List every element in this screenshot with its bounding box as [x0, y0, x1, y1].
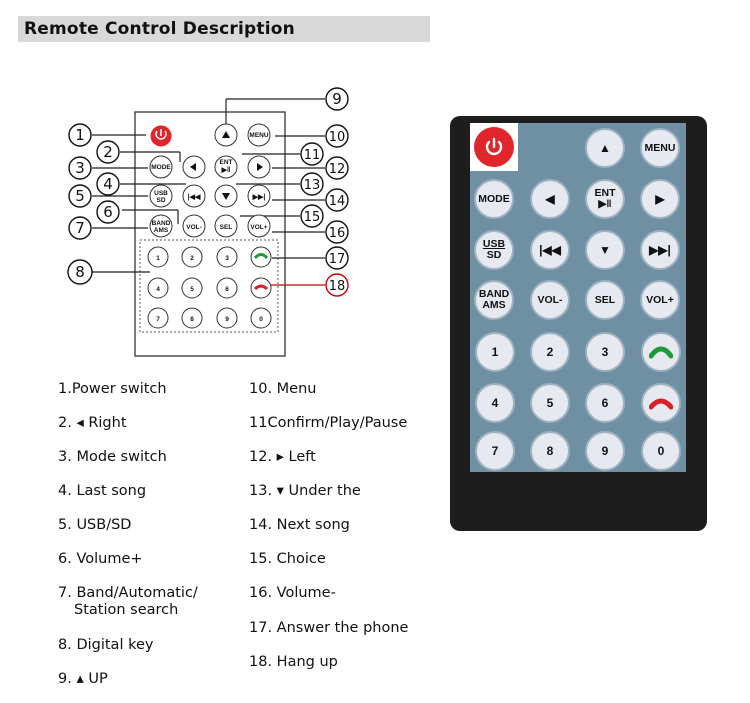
right-arrow-icon: ▶ — [655, 191, 665, 206]
callout-2: 2 — [103, 143, 113, 161]
legend-item-7: 7. Band/Automatic/ — [58, 585, 198, 601]
play-pause-icon: ▶‖ — [598, 198, 612, 210]
digit-8-button[interactable]: 8 — [530, 431, 570, 471]
legend-item-18: 18. Hang up — [249, 654, 338, 670]
prev-track-icon: |◀◀ — [539, 242, 561, 257]
usb-sd-button[interactable]: USB SD — [474, 230, 514, 270]
power-button[interactable] — [474, 127, 514, 167]
legend-item-7-cont: Station search — [74, 602, 179, 618]
digit-1-button[interactable]: 1 — [475, 332, 515, 372]
svg-text:5: 5 — [190, 286, 194, 293]
digit-7-button[interactable]: 7 — [475, 431, 515, 471]
svg-text:MODE: MODE — [151, 164, 171, 171]
svg-text:1: 1 — [156, 255, 160, 262]
callout-12: 12 — [328, 162, 346, 177]
callout-10: 10 — [328, 130, 346, 145]
svg-text:6: 6 — [225, 286, 229, 293]
svg-text:3: 3 — [225, 255, 229, 262]
callout-3: 3 — [75, 159, 85, 177]
legend-item-2: 2. ◂ Right — [58, 415, 127, 431]
digit-5-button[interactable]: 5 — [530, 383, 570, 423]
svg-text:MENU: MENU — [249, 132, 269, 139]
callout-18: 18 — [328, 279, 346, 294]
svg-text:SD: SD — [156, 197, 166, 204]
svg-text:VOL-: VOL- — [186, 224, 202, 231]
digit-9-button[interactable]: 9 — [585, 431, 625, 471]
callout-4: 4 — [103, 175, 113, 193]
answer-call-button[interactable] — [641, 332, 681, 372]
page-title: Remote Control Description — [24, 19, 295, 39]
legend-item-11: 11Confirm/Play/Pause — [249, 415, 408, 431]
callout-7: 7 — [75, 219, 85, 237]
callout-14: 14 — [328, 194, 346, 209]
callout-6: 6 — [103, 203, 113, 221]
power-icon — [483, 136, 505, 158]
legend-item-5: 5. USB/SD — [58, 517, 132, 533]
legend-item-8: 8. Digital key — [58, 637, 154, 653]
svg-text:2: 2 — [190, 255, 194, 262]
legend-item-17: 17. Answer the phone — [249, 620, 409, 636]
callout-8: 8 — [75, 263, 85, 281]
svg-text:8: 8 — [190, 316, 194, 323]
vol-plus-button[interactable]: VOL+ — [640, 280, 680, 320]
svg-text:7: 7 — [156, 316, 160, 323]
down-arrow-icon: ▼ — [599, 242, 611, 257]
svg-text:9: 9 — [225, 316, 229, 323]
legend-item-6: 6. Volume+ — [58, 551, 143, 567]
phone-hangup-icon — [649, 395, 673, 411]
callout-9: 9 — [332, 90, 342, 108]
next-track-icon: ▶▶| — [649, 242, 671, 257]
digit-4-button[interactable]: 4 — [475, 383, 515, 423]
legend-item-1: 1.Power switch — [58, 381, 167, 397]
callout-16: 16 — [328, 226, 346, 241]
digit-6-button[interactable]: 6 — [585, 383, 625, 423]
vol-minus-button[interactable]: VOL- — [530, 280, 570, 320]
legend-item-14: 14. Next song — [249, 517, 350, 533]
svg-text:AMS: AMS — [153, 227, 169, 234]
svg-text:0: 0 — [259, 316, 263, 323]
callout-11: 11 — [303, 148, 321, 163]
left-arrow-icon: ◀ — [545, 191, 555, 206]
callout-5: 5 — [75, 187, 85, 205]
svg-text:ENT: ENT — [219, 159, 233, 166]
left-button[interactable] — [530, 179, 570, 219]
svg-text:|◀◀: |◀◀ — [187, 194, 201, 201]
svg-text:SEL: SEL — [219, 224, 233, 231]
digit-3-button[interactable]: 3 — [585, 332, 625, 372]
right-button[interactable] — [640, 179, 680, 219]
up-arrow-icon: ▲ — [599, 140, 611, 155]
legend-item-16: 16. Volume- — [249, 585, 336, 601]
down-button[interactable] — [585, 230, 625, 270]
menu-button[interactable]: MENU — [640, 128, 680, 168]
legend-item-4: 4. Last song — [58, 483, 147, 499]
digit-0-button[interactable]: 0 — [641, 431, 681, 471]
sel-button[interactable]: SEL — [585, 280, 625, 320]
mode-button[interactable]: MODE — [474, 179, 514, 219]
digit-2-button[interactable]: 2 — [530, 332, 570, 372]
legend-item-3: 3. Mode switch — [58, 449, 167, 465]
band-ams-button[interactable]: BAND AMS — [474, 280, 514, 320]
next-track-button[interactable] — [640, 230, 680, 270]
legend-item-9: 9. ▴ UP — [58, 671, 108, 687]
svg-text:▶‖: ▶‖ — [221, 167, 231, 174]
hang-up-button[interactable] — [641, 383, 681, 423]
callout-1: 1 — [75, 126, 85, 144]
ent-button[interactable]: ENT ▶‖ — [585, 179, 625, 219]
callout-13: 13 — [303, 178, 321, 193]
legend-item-15: 15. Choice — [249, 551, 326, 567]
legend-item-12: 12. ▸ Left — [249, 449, 316, 465]
svg-text:4: 4 — [156, 286, 160, 293]
callout-17: 17 — [328, 252, 346, 267]
svg-text:USB: USB — [154, 190, 168, 197]
legend-item-13: 13. ▾ Under the — [249, 483, 361, 499]
svg-text:VOL+: VOL+ — [250, 224, 268, 231]
legend-item-10: 10. Menu — [249, 381, 317, 397]
svg-text:BAND: BAND — [151, 220, 171, 227]
callout-15: 15 — [303, 210, 321, 225]
phone-answer-icon — [649, 344, 673, 360]
svg-text:▶▶|: ▶▶| — [252, 194, 266, 201]
up-button[interactable] — [585, 128, 625, 168]
prev-track-button[interactable] — [530, 230, 570, 270]
